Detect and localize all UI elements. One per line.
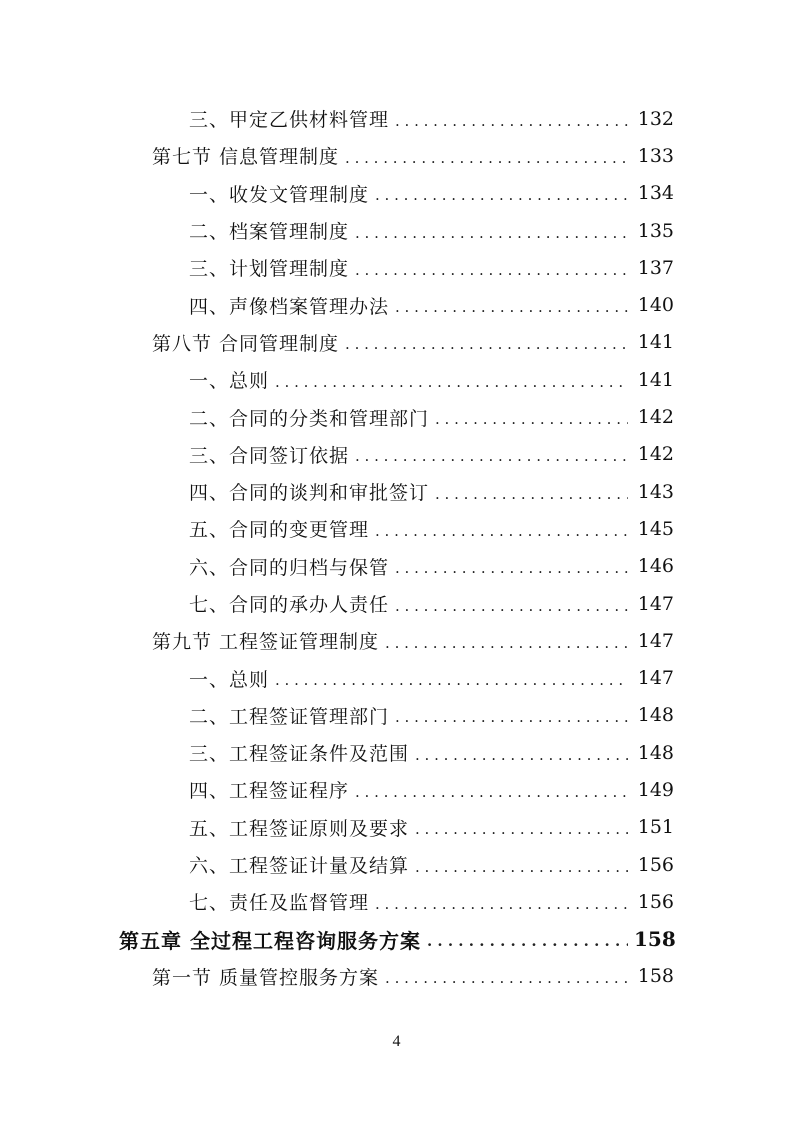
toc-entry-page: 147	[637, 592, 674, 615]
toc-entry[interactable]	[0, 958, 793, 995]
toc-entry-page: 149	[637, 778, 674, 801]
toc-entry[interactable]	[0, 137, 793, 174]
toc-entry[interactable]	[0, 622, 793, 659]
toc-entry-page: 140	[637, 294, 674, 317]
toc-entry-title: 第七节 信息管理制度	[152, 146, 340, 169]
toc-leader-dots	[385, 634, 628, 652]
toc-entry[interactable]	[0, 883, 793, 920]
toc-entry-title: 四、合同的谈判和审批签订	[189, 482, 430, 505]
toc-entry-page: 142	[637, 443, 674, 466]
toc-entry-title: 一、总则	[189, 668, 270, 691]
toc-entry[interactable]	[0, 697, 793, 734]
toc-entry-title: 第五章 全过程工程咨询服务方案	[119, 928, 421, 953]
toc-entry-title: 四、工程签证程序	[189, 780, 350, 803]
toc-entry-title: 五、合同的变更管理	[189, 519, 370, 542]
toc-entry-page: 134	[637, 182, 674, 205]
toc-entry-page: 148	[637, 741, 674, 764]
toc-entry[interactable]	[0, 436, 793, 473]
toc-entry-title: 四、声像档案管理办法	[189, 295, 390, 318]
toc-entry-page: 145	[637, 517, 674, 540]
toc-leader-dots	[275, 671, 628, 689]
toc-entry[interactable]	[0, 212, 793, 249]
toc-entry-page: 148	[637, 704, 674, 727]
toc-leader-dots	[415, 746, 628, 764]
toc-entry-title: 二、档案管理制度	[189, 221, 350, 244]
toc-entry-page: 146	[637, 555, 674, 578]
toc-entry[interactable]	[0, 846, 793, 883]
toc-leader-dots	[395, 298, 628, 316]
toc-entry[interactable]	[0, 100, 793, 137]
toc-leader-dots	[355, 224, 628, 242]
toc-leader-dots	[375, 186, 628, 204]
toc-entry[interactable]	[0, 585, 793, 622]
table-of-contents	[0, 100, 793, 995]
toc-leader-dots	[415, 820, 628, 838]
toc-entry-page: 147	[637, 629, 674, 652]
toc-entry-title: 第一节 质量管控服务方案	[152, 966, 380, 989]
toc-entry-page: 132	[637, 107, 674, 130]
toc-leader-dots	[375, 895, 628, 913]
toc-entry-title: 第九节 工程签证管理制度	[152, 631, 380, 654]
toc-entry-title: 七、责任及监督管理	[189, 892, 370, 915]
toc-entry-title: 六、合同的归档与保管	[189, 556, 390, 579]
toc-leader-dots	[427, 932, 628, 950]
toc-entry-chapter[interactable]	[0, 921, 793, 958]
toc-entry[interactable]	[0, 361, 793, 398]
toc-leader-dots	[395, 597, 628, 615]
toc-entry[interactable]	[0, 771, 793, 808]
toc-leader-dots	[355, 261, 628, 279]
page-number: 4	[392, 1033, 401, 1050]
toc-leader-dots	[435, 485, 628, 503]
toc-entry-title: 五、工程签证原则及要求	[189, 817, 410, 840]
toc-entry-page: 137	[637, 256, 674, 279]
toc-entry[interactable]	[0, 286, 793, 323]
toc-entry-page: 158	[637, 965, 674, 988]
toc-entry[interactable]	[0, 324, 793, 361]
toc-entry-title: 一、收发文管理制度	[189, 183, 370, 206]
toc-entry-title: 七、合同的承办人责任	[189, 594, 390, 616]
toc-entry-title: 第八节 合同管理制度	[152, 332, 340, 355]
toc-entry-page: 143	[637, 480, 674, 503]
toc-entry-page: 158	[634, 927, 676, 952]
toc-entry-page: 142	[637, 406, 674, 429]
toc-entry-page: 156	[637, 890, 674, 913]
toc-entry[interactable]	[0, 175, 793, 212]
toc-entry[interactable]	[0, 249, 793, 286]
toc-entry-page: 156	[637, 853, 674, 876]
toc-entry[interactable]	[0, 734, 793, 771]
toc-entry[interactable]	[0, 809, 793, 846]
toc-leader-dots	[385, 969, 628, 987]
toc-entry-title: 三、合同签订依据	[189, 444, 350, 467]
toc-entry-title: 二、工程签证管理部门	[189, 705, 390, 728]
toc-entry-page: 133	[637, 144, 674, 167]
toc-leader-dots	[395, 708, 628, 726]
toc-leader-dots	[355, 783, 628, 801]
toc-entry-title: 三、甲定乙供材料管理	[189, 109, 390, 132]
toc-leader-dots	[415, 858, 628, 876]
toc-leader-dots	[345, 335, 628, 353]
toc-entry-title: 二、合同的分类和管理部门	[189, 407, 430, 430]
toc-entry[interactable]	[0, 398, 793, 435]
toc-leader-dots	[395, 559, 628, 577]
toc-leader-dots	[275, 373, 628, 391]
toc-entry-page: 141	[637, 368, 674, 391]
toc-entry[interactable]	[0, 659, 793, 696]
toc-leader-dots	[355, 447, 628, 465]
toc-leader-dots	[345, 149, 628, 167]
toc-entry[interactable]	[0, 473, 793, 510]
toc-leader-dots	[395, 112, 628, 130]
toc-entry-title: 一、总则	[189, 370, 270, 393]
toc-entry-title: 六、工程签证计量及结算	[189, 855, 410, 878]
toc-entry-page: 141	[637, 331, 674, 354]
toc-leader-dots	[375, 522, 628, 540]
toc-entry[interactable]	[0, 548, 793, 585]
toc-entry-page: 135	[637, 219, 674, 242]
toc-entry-page: 151	[637, 816, 674, 839]
toc-leader-dots	[435, 410, 628, 428]
toc-entry[interactable]	[0, 510, 793, 547]
toc-entry-title: 三、计划管理制度	[189, 258, 350, 281]
toc-entry-page: 147	[637, 667, 674, 690]
toc-entry-title: 三、工程签证条件及范围	[189, 743, 410, 766]
